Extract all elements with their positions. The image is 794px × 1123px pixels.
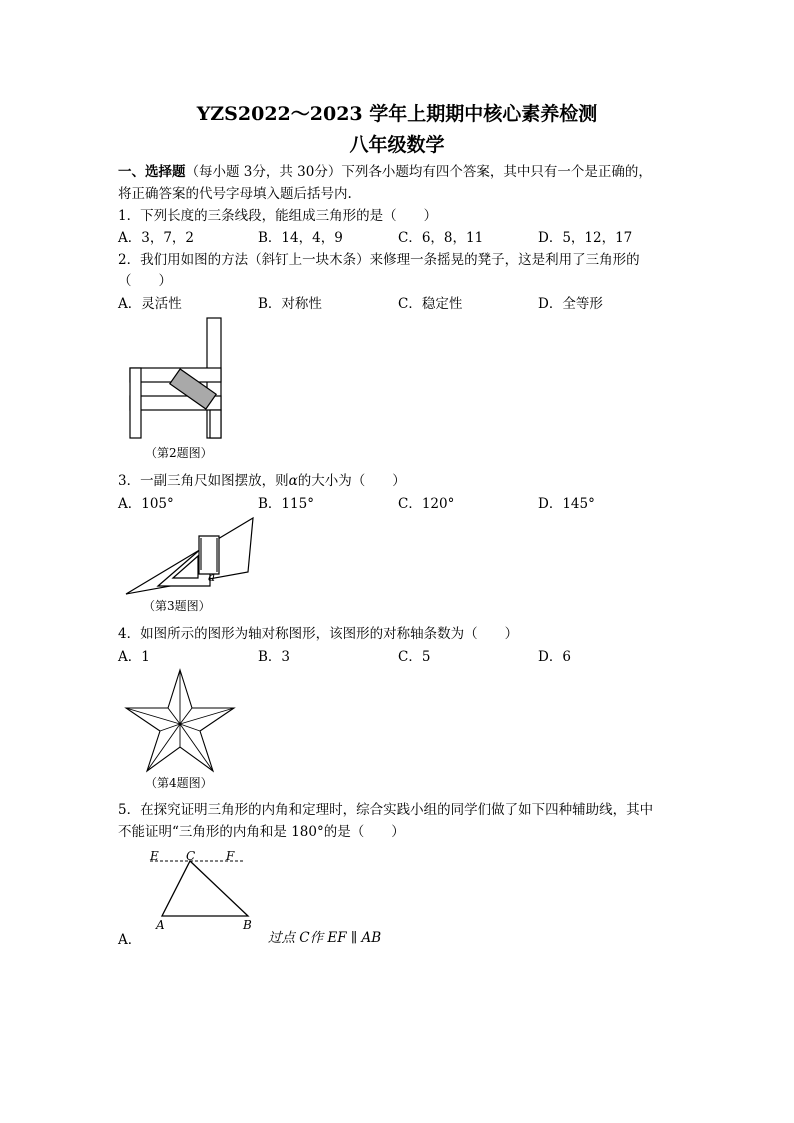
q3-option-a: A．105° xyxy=(118,496,174,512)
q5-label-f: F xyxy=(226,849,235,863)
q5-option-a-label: A． xyxy=(118,932,142,948)
section-intro-line-1 xyxy=(118,160,652,180)
q4-option-b: B．3 xyxy=(258,649,291,665)
q4-option-c: C．5 xyxy=(398,649,431,665)
question-3-stem: 3．一副三角尺如图摆放，则α的大小为（ ） xyxy=(118,473,406,489)
q3-option-c: C．120° xyxy=(398,496,455,512)
q1-option-c: C．6，8，11 xyxy=(398,230,484,246)
question-5-stem-2: 不能证明“三角形的内角和是 180°的是（ ） xyxy=(118,824,405,840)
question-4-stem: 4．如图所示的图形为轴对称图形，该图形的对称轴条数为（ ） xyxy=(118,626,519,642)
q5-option-a-text: 过点 C作 EF ∥ AB xyxy=(268,930,382,946)
q5-label-a: A xyxy=(156,918,165,932)
q5-label-e: E xyxy=(150,849,159,863)
q5-label-b: B xyxy=(243,918,252,932)
exam-title: YZS2022～2023 学年上期期中核心素养检测 xyxy=(196,103,598,125)
section-heading: 一、选择题 xyxy=(118,164,186,180)
question-1-stem: 1．下列长度的三条线段，能组成三角形的是（ ） xyxy=(118,208,438,224)
q4-option-d: D．6 xyxy=(538,649,571,665)
q2-option-b: B．对称性 xyxy=(258,296,322,312)
exam-subtitle: 八年级数学 xyxy=(349,134,445,156)
q3-set-squares-figure xyxy=(123,516,258,598)
q2-option-d: D．全等形 xyxy=(538,296,603,312)
q4-star-figure xyxy=(124,668,236,774)
q3-figure-caption: （第3题图） xyxy=(143,599,211,613)
section-intro-line-2: 将正确答案的代号字母填入题后括号内. xyxy=(118,186,352,202)
q1-option-d: D．5，12，17 xyxy=(538,230,633,246)
question-5-stem-1: 5．在探究证明三角形的内角和定理时，综合实践小组的同学们做了如下四种辅助线，其中 xyxy=(118,802,654,818)
q1-option-a: A．3，7，2 xyxy=(118,230,195,246)
question-2-stem-2: （ ） xyxy=(118,273,172,289)
q2-stool-figure xyxy=(125,316,230,442)
q2-figure-caption: （第2题图） xyxy=(145,446,213,460)
section-intro-text-1: （每小题 3分，共 30分）下列各小题均有四个答案，其中只有一个是正确的， xyxy=(185,164,652,180)
alpha-symbol: α xyxy=(288,473,298,489)
q3-option-b: B．115° xyxy=(258,496,314,512)
q2-option-a: A．灵活性 xyxy=(118,296,182,312)
q4-option-a: A．1 xyxy=(118,649,150,665)
q3-option-d: D．145° xyxy=(538,496,595,512)
q5-label-c: C xyxy=(186,849,196,863)
question-2-stem-1: 2．我们用如图的方法（斜钉上一块木条）来修理一条摇晃的凳子，这是利用了三角形的 xyxy=(118,252,640,268)
q4-figure-caption: （第4题图） xyxy=(145,776,213,790)
q2-option-c: C．稳定性 xyxy=(398,296,463,312)
q1-option-b: B．14，4，9 xyxy=(258,230,343,246)
q3-alpha-label: a xyxy=(208,570,216,584)
